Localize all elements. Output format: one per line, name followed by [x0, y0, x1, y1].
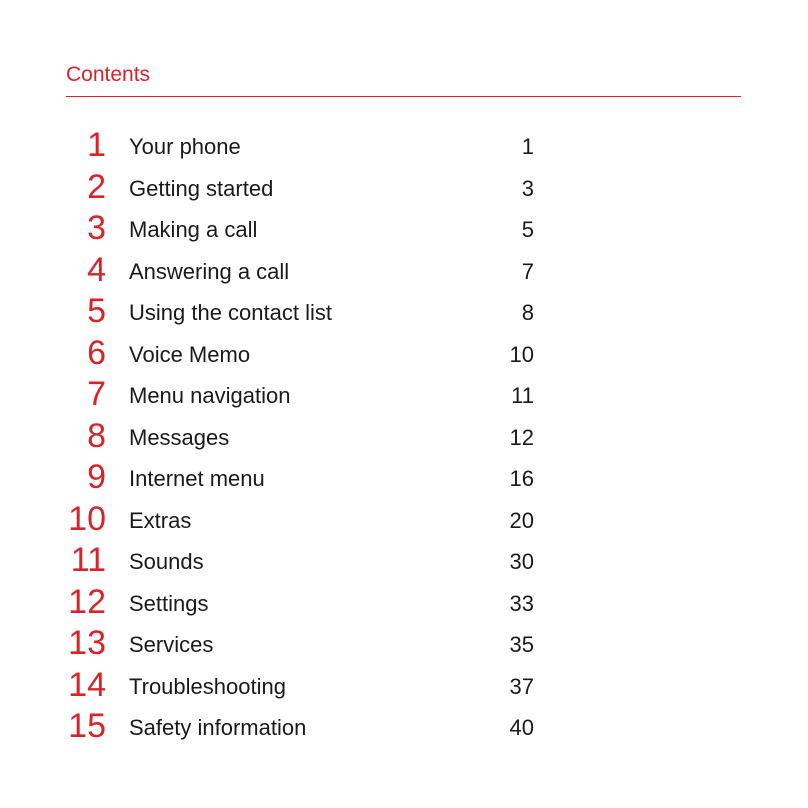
page-number: 10	[509, 341, 534, 367]
table-of-contents	[0, 125, 808, 748]
page-number: 3	[521, 175, 534, 201]
page-title: Contents	[66, 63, 151, 86]
page-number: 12	[509, 424, 534, 450]
page-number: 33	[509, 590, 534, 616]
page-number: 30	[509, 549, 534, 574]
page-number: 1	[521, 134, 534, 159]
toc-entry[interactable]	[0, 291, 808, 333]
toc-entry[interactable]	[0, 706, 808, 748]
chapter-number: 5	[87, 292, 106, 330]
chapter-number: 2	[87, 167, 106, 206]
toc-entry[interactable]	[0, 333, 808, 375]
chapter-number: 11	[70, 541, 106, 579]
chapter-title: Using the contact list	[129, 300, 332, 325]
chapter-title: Messages	[129, 424, 230, 450]
toc-entry[interactable]	[0, 208, 808, 250]
page-number: 40	[509, 715, 534, 740]
page-number: 35	[509, 632, 534, 657]
chapter-number: 14	[68, 665, 106, 704]
chapter-title: Answering a call	[129, 258, 290, 284]
chapter-title: Safety information	[129, 715, 307, 740]
chapter-number: 9	[87, 458, 106, 496]
chapter-number: 10	[68, 499, 106, 538]
chapter-number: 3	[87, 209, 106, 247]
toc-entry[interactable]	[0, 416, 808, 458]
chapter-title: Your phone	[129, 134, 241, 159]
chapter-title: Making a call	[129, 217, 258, 242]
toc-entry[interactable]	[0, 499, 808, 541]
chapter-title: Services	[129, 632, 214, 657]
chapter-title: Troubleshooting	[129, 673, 286, 699]
toc-entry[interactable]	[0, 167, 808, 209]
toc-entry[interactable]	[0, 250, 808, 292]
chapter-title: Voice Memo	[129, 341, 251, 367]
chapter-number: 8	[87, 416, 106, 455]
chapter-title: Getting started	[129, 175, 274, 201]
chapter-number: 4	[87, 250, 106, 289]
toc-entry[interactable]	[0, 623, 808, 665]
chapter-title: Sounds	[129, 549, 204, 574]
page-number: 11	[511, 383, 534, 408]
toc-entry[interactable]	[0, 582, 808, 624]
chapter-number: 6	[87, 333, 106, 372]
page-number: 5	[521, 217, 534, 242]
toc-entry[interactable]	[0, 457, 808, 499]
toc-entry[interactable]	[0, 665, 808, 707]
chapter-number: 15	[68, 707, 106, 745]
toc-entry[interactable]	[0, 540, 808, 582]
toc-entry[interactable]	[0, 374, 808, 416]
page-number: 16	[509, 466, 534, 491]
chapter-title: Settings	[129, 590, 209, 616]
header-divider	[66, 96, 741, 97]
chapter-number: 1	[87, 126, 106, 164]
chapter-title: Extras	[129, 507, 192, 533]
toc-entry[interactable]	[0, 125, 808, 167]
page-number: 20	[509, 507, 534, 533]
page-number: 8	[521, 300, 534, 325]
chapter-title: Internet menu	[129, 466, 265, 491]
chapter-number: 13	[68, 624, 106, 662]
chapter-number: 12	[68, 582, 106, 621]
page-number: 7	[521, 258, 534, 284]
chapter-number: 7	[87, 375, 106, 413]
page-number: 37	[509, 673, 534, 699]
chapter-title: Menu navigation	[129, 383, 291, 408]
